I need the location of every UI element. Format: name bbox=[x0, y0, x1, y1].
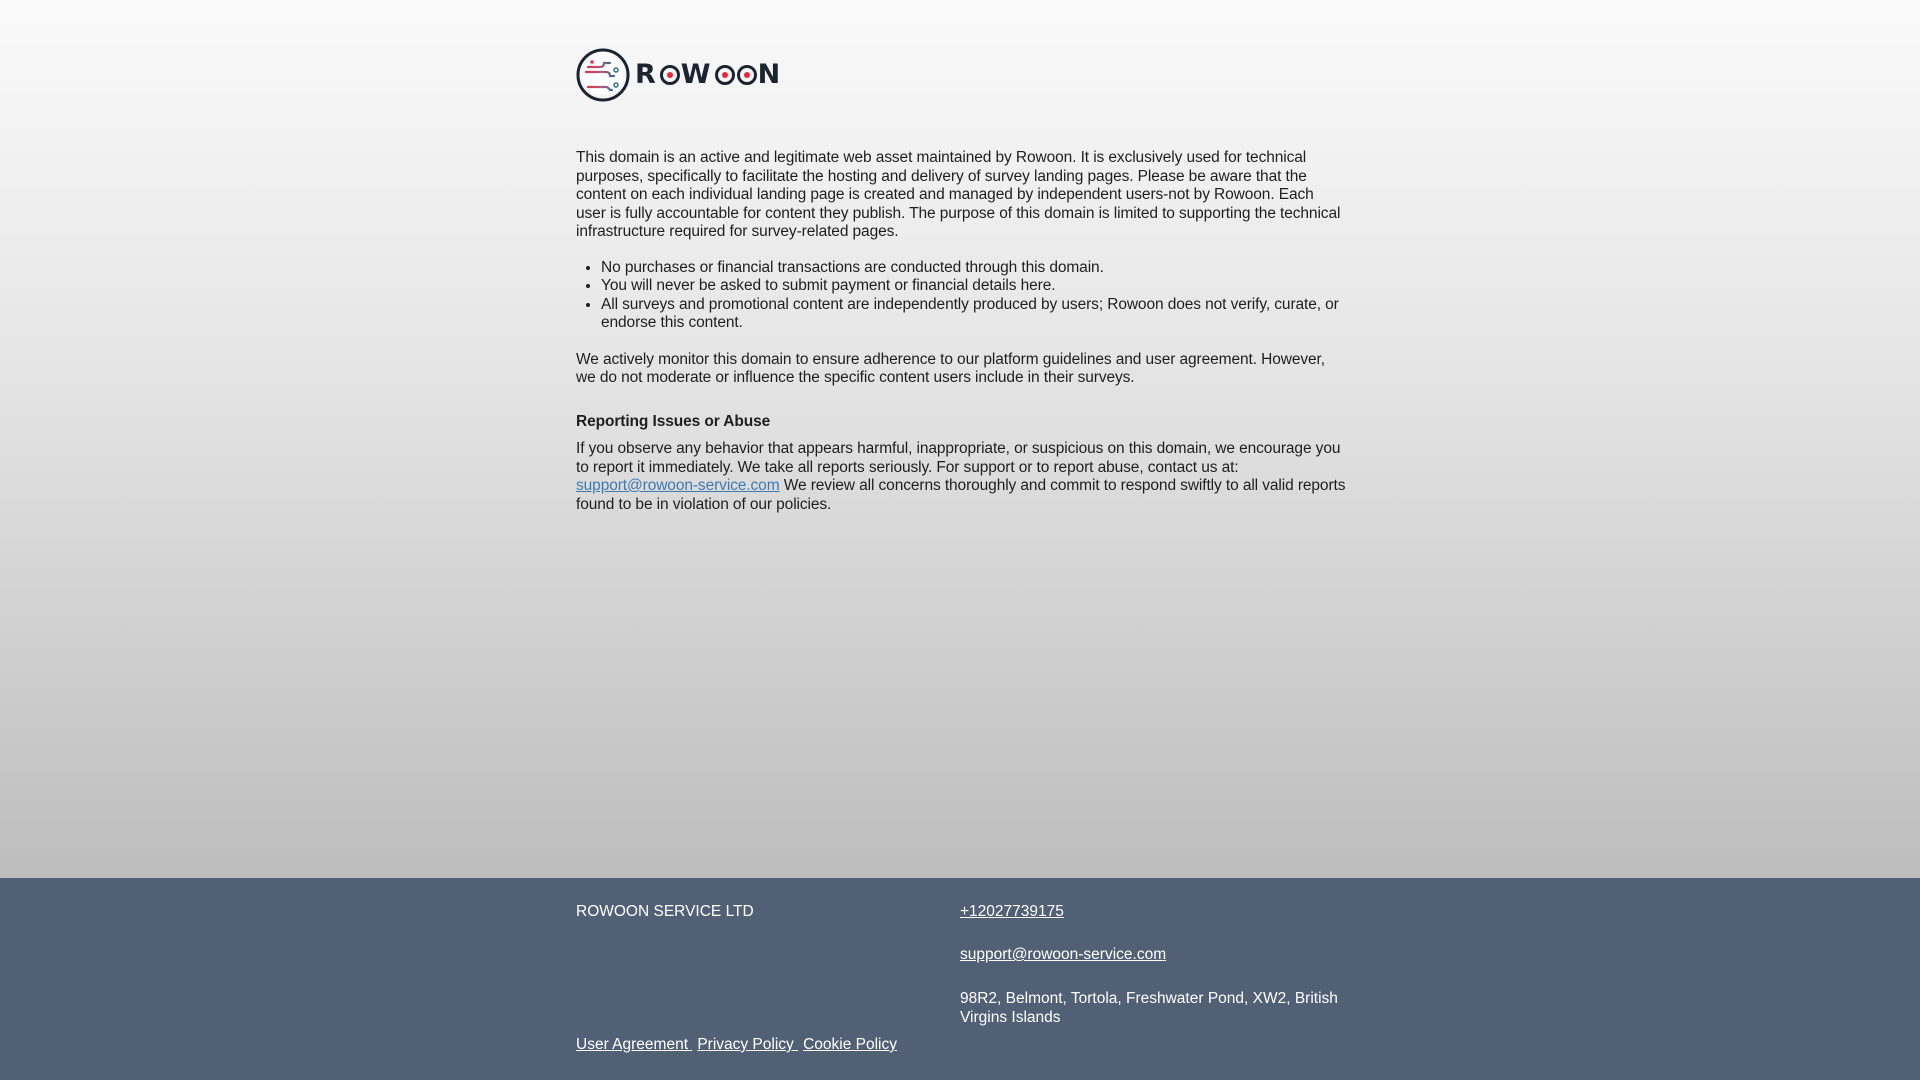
wordmark-letter: N bbox=[757, 58, 784, 90]
cookie-policy-link[interactable]: Cookie Policy bbox=[803, 1036, 897, 1053]
report-heading: Reporting Issues or Abuse bbox=[576, 412, 771, 430]
list-item: • All surveys and promotional content are independently produced by users; Rowoon does not verify, curate, or endorse this content. bbox=[601, 296, 1346, 333]
wordmark-o-icon bbox=[715, 65, 735, 85]
report-email-link[interactable]: support@rowoon-service.com bbox=[576, 477, 780, 494]
disclaimer-list bbox=[576, 259, 1346, 333]
report-text: If you observe any behavior that appears harmful, inappropriate, or suspicious on this domain, we encourage you to report it immediately. We take all reports seriously. For support or to report abuse, contact us at: bbox=[576, 440, 1341, 476]
rowoon-globe-logo-icon bbox=[576, 48, 630, 102]
footer-legal-links bbox=[576, 1036, 902, 1055]
wordmark-letter: R bbox=[635, 58, 659, 90]
intro-paragraph: This domain is an active and legitimate web asset maintained by Rowoon. It is exclusively used for technical purposes, specifically to facilitate the hosting and delivery of survey landing pages. Please be aware that the content on each individual landing page is created and managed by independent users-not by Rowoon. Each user is fully accountable for content they publish. The purpose of this domain is limited to supporting the technical infrastructure required for survey-related pages. bbox=[576, 149, 1341, 240]
list-item: • You will never be asked to submit payment or financial details here. bbox=[601, 277, 1346, 296]
user-agreement-link[interactable]: User Agreement bbox=[576, 1036, 693, 1053]
monitor-paragraph: We actively monitor this domain to ensure adherence to our platform guidelines and user agreement. However, we do not moderate or influence the specific content users include in their surveys. bbox=[576, 350, 1325, 386]
brand-wordmark bbox=[635, 58, 784, 90]
report-paragraph bbox=[576, 440, 1346, 514]
footer bbox=[0, 878, 1920, 1080]
wordmark-letter: W bbox=[680, 58, 714, 90]
main-content bbox=[576, 48, 1346, 514]
footer-address: 98R2, Belmont, Tortola, Freshwater Pond, XW2, British Virgins Islands bbox=[960, 990, 1338, 1026]
list-item: • No purchases or financial transactions are conducted through this domain. bbox=[601, 259, 1346, 278]
footer-email-link[interactable]: support@rowoon-service.com bbox=[960, 946, 1167, 963]
wordmark-o-icon bbox=[737, 65, 757, 85]
footer-company-name: ROWOON SERVICE LTD bbox=[576, 903, 754, 920]
footer-phone-link[interactable]: +12027739175 bbox=[960, 903, 1064, 920]
rowoon-logo[interactable] bbox=[576, 48, 1346, 102]
privacy-policy-link[interactable]: Privacy Policy bbox=[697, 1036, 799, 1053]
wordmark-o-icon bbox=[660, 65, 680, 85]
report-text-after: We review all concerns thoroughly and commit to respond swiftly to all valid reports found to be in violation of our policies. bbox=[576, 477, 1346, 513]
